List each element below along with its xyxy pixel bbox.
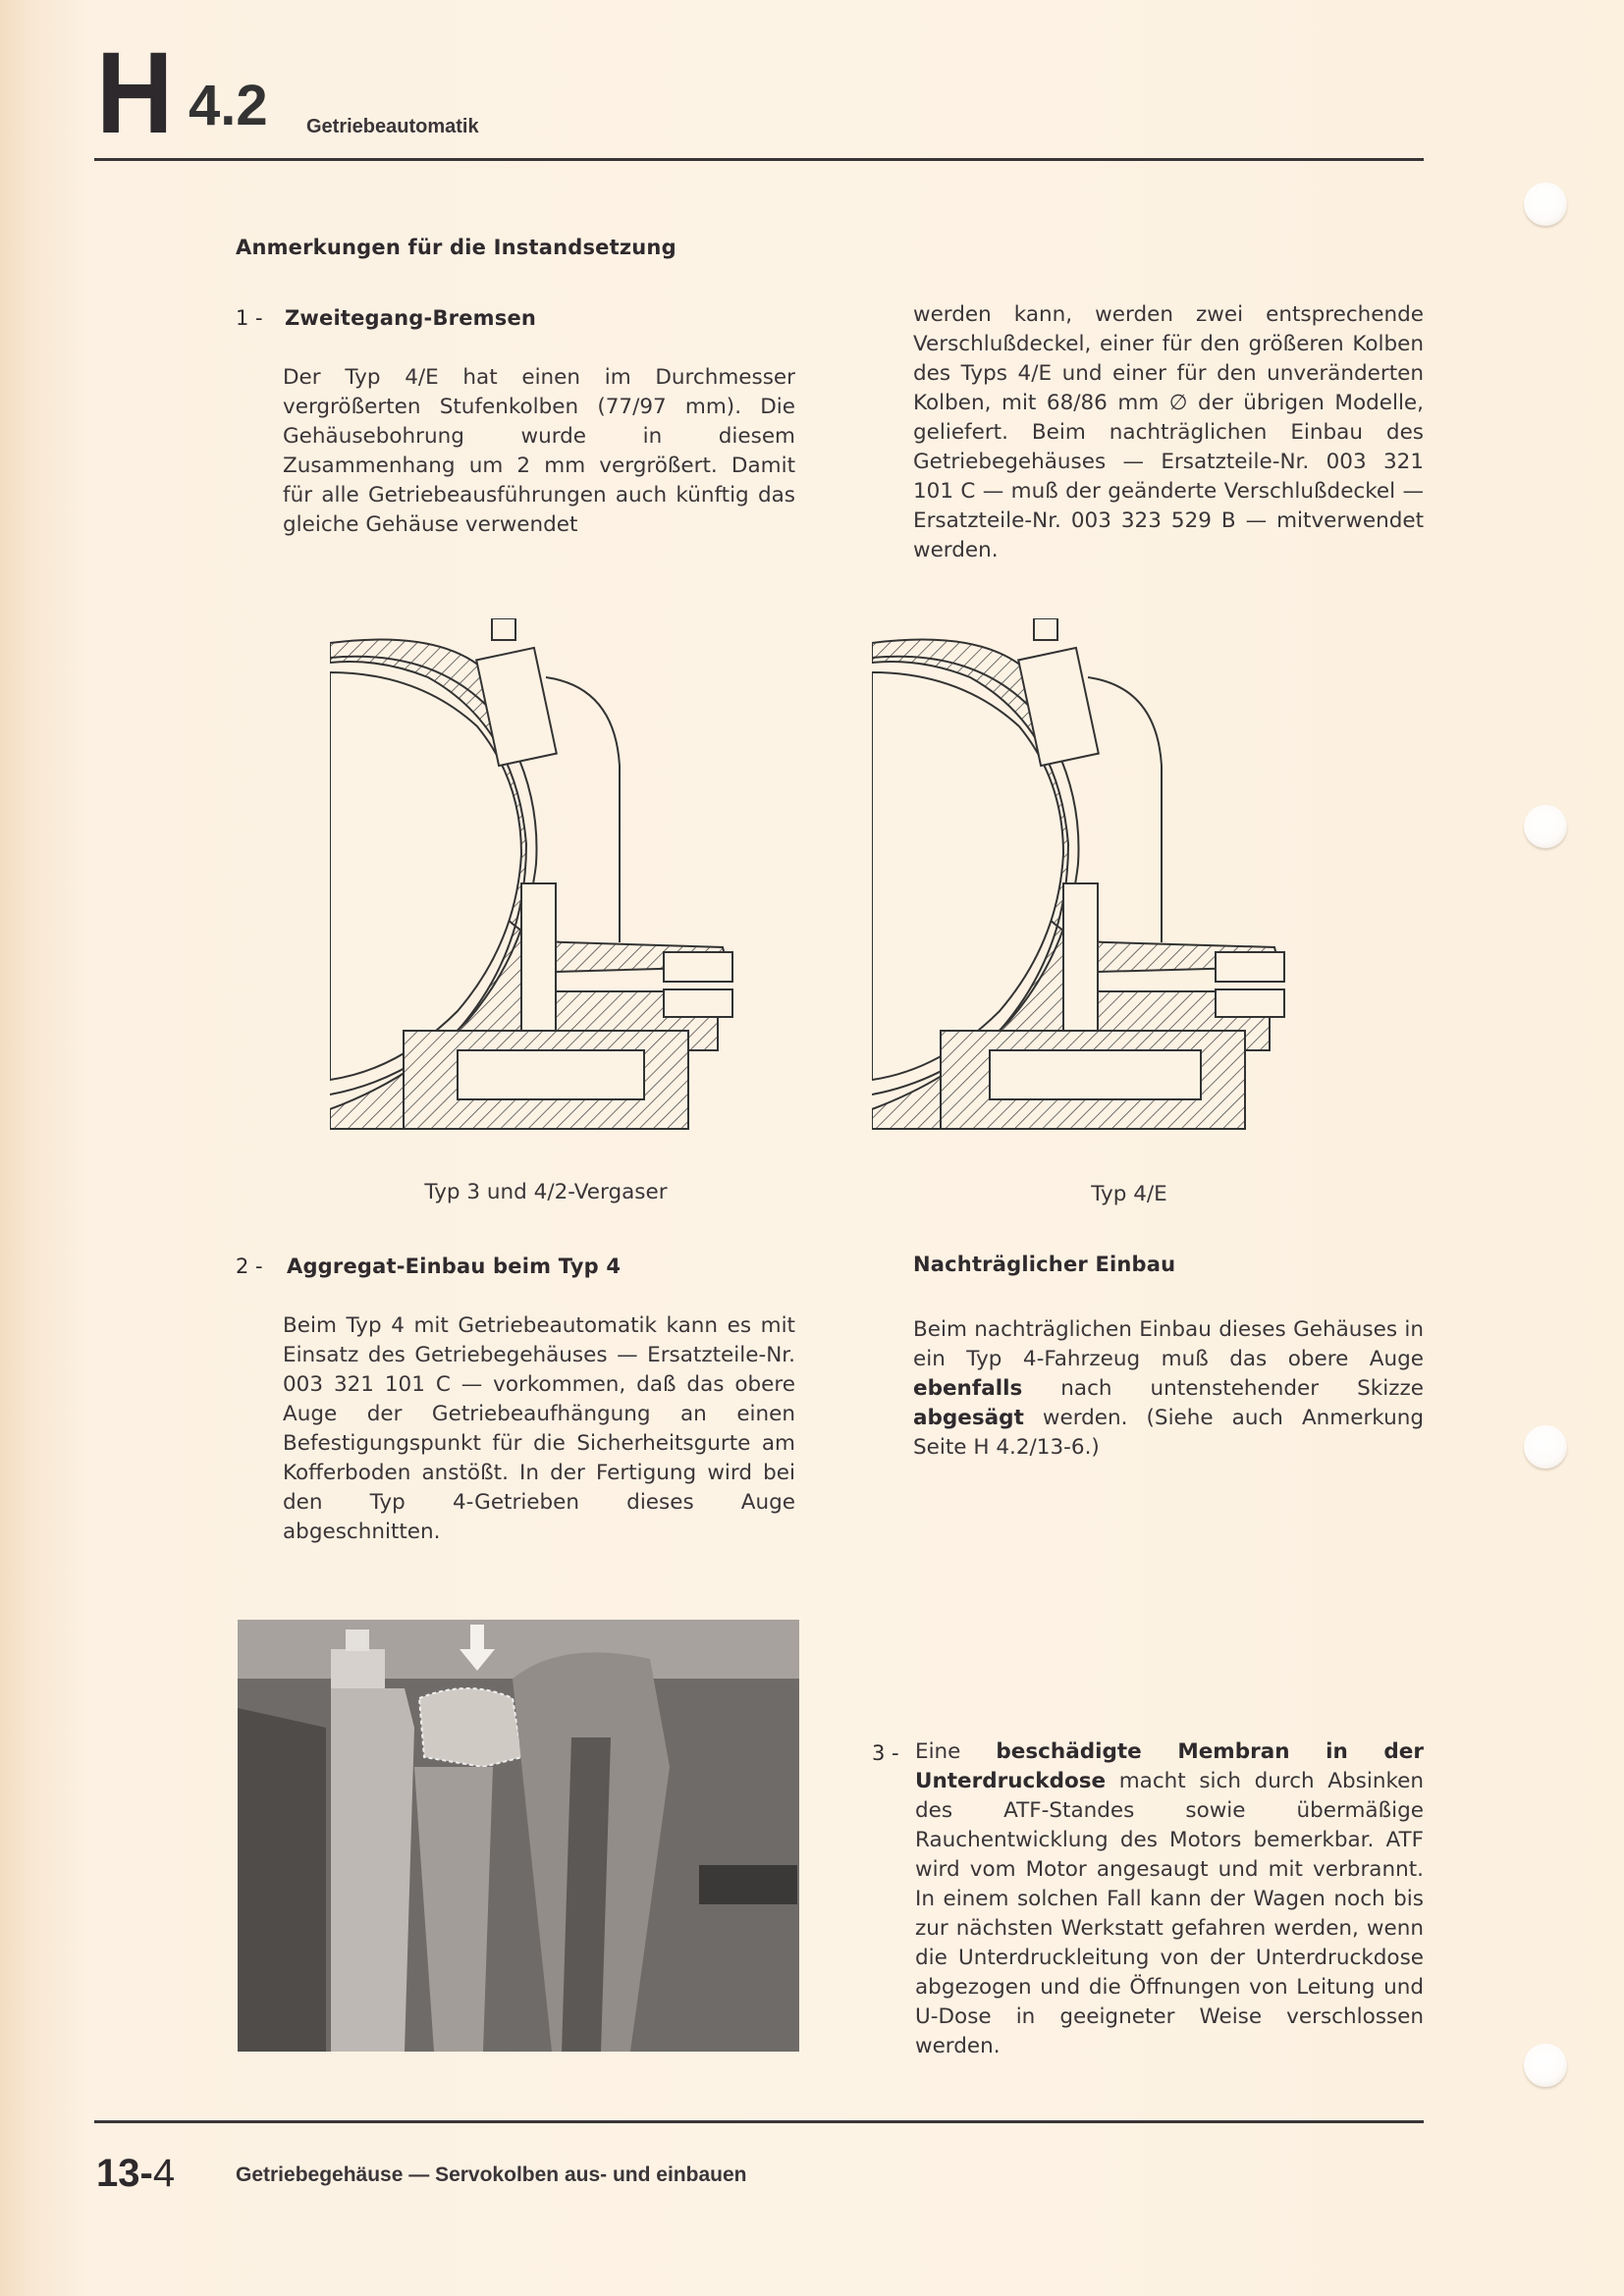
punch-hole xyxy=(1524,2044,1567,2087)
servo-piston-cavity xyxy=(458,1050,644,1099)
header-subtitle: Getriebeautomatik xyxy=(306,116,479,137)
photo-gearbox-mount-eye xyxy=(238,1620,799,2052)
item-3-text-part: macht sich durch Absinken des ATF-Standes sowie übermäßige Rauchentwicklung des Motors bemerkbar. ATF wird vom Motor angesaugt und mit verbrannt. In einem solchen Fall kann der Wagen noch bis zur nächsten Werkstatt gefahren werden, wenn die Unterdruckleitung von der Unterdruckdose abgezogen und die Öffnungen von Leitung und U-Dose in geeigneter Weise verschlossen werden. xyxy=(915,1769,1424,2058)
piston-rod xyxy=(521,883,556,1031)
retrofit-emphasis: abgesägt xyxy=(913,1406,1024,1430)
retrofit-text xyxy=(913,1315,1424,1463)
item-2-number: 2 - xyxy=(236,1255,263,1278)
bolt-upper xyxy=(664,952,732,982)
figure-cross-section-typ4e xyxy=(872,618,1324,1168)
header-rule xyxy=(94,158,1424,161)
page-number-major: 13 xyxy=(96,2152,140,2195)
item-1-title: Zweitegang-Bremsen xyxy=(285,306,537,330)
bolt-nut xyxy=(331,1649,385,1688)
page-number-separator: - xyxy=(139,2152,153,2195)
retrofit-text-part: Beim nachträglichen Einbau dieses Gehäuses in ein Typ 4-Fahrzeug muß das obere Auge xyxy=(913,1317,1424,1371)
bolt-upper xyxy=(1216,952,1284,982)
hose-fitting xyxy=(699,1865,797,1904)
figure-left-caption: Typ 3 und 4/2-Vergaser xyxy=(424,1180,668,1204)
footer-title: Getriebegehäuse — Servokolben aus- und einbauen xyxy=(236,2163,747,2186)
item-3-number: 3 - xyxy=(872,1741,899,1765)
item-3-text-part: Eine xyxy=(915,1739,997,1764)
item-1-text-right: werden kann, werden zwei entsprechende Verschlußdeckel, einer für den größeren Kolben des Typs 4/E und einer für den unveränderten Kolben, mit 68/86 mm ∅ der übrigen Modelle, geliefert. Beim nachträglichen Einbau des Getriebegehäuses — Ersatzteile-Nr. 003 321 101 C — muß der geänderte Verschlußdeckel — Ersatzteile-Nr. 003 323 529 B — mitverwendet werden. xyxy=(913,302,1424,562)
page-number-minor: 4 xyxy=(152,2152,176,2195)
figure-cross-section-typ3 xyxy=(330,618,762,1168)
page-number xyxy=(96,2152,175,2196)
piston-rod xyxy=(1063,883,1098,1031)
outer-contour xyxy=(546,677,620,942)
outer-contour xyxy=(1088,677,1162,942)
figure-right-caption: Typ 4/E xyxy=(1091,1182,1167,1206)
item-2-text: Beim Typ 4 mit Getriebeautomatik kann es mit Einsatz des Getriebegehäuses — Ersatzteile-Nr. 003 321 101 C — vorkommen, daß das obere Auge der Getriebeaufhängung an einen Befestigungspunkt für die Sicherheitsgurte am Kofferboden anstößt. In der Fertigung wird bei den Typ 4-Getrieben dieses Auge abgeschnitten. xyxy=(283,1313,795,1544)
bolt-lower xyxy=(664,989,732,1017)
footer-rule xyxy=(94,2120,1424,2123)
retrofit-title: Nachträglicher Einbau xyxy=(913,1253,1176,1276)
bolt-lower xyxy=(1216,989,1284,1017)
bolt-boss xyxy=(331,1688,414,2052)
item-1-number: 1 - xyxy=(236,306,263,330)
servo-piston-cavity xyxy=(990,1050,1201,1099)
retrofit-text-part: werden. (Siehe auch Anmerkung Seite H 4.2/13-6.) xyxy=(913,1406,1424,1460)
retrofit-text-part: nach untenstehender Skizze xyxy=(1022,1376,1424,1401)
mount-eye xyxy=(419,1688,522,1767)
item-2-title: Aggregat-Einbau beim Typ 4 xyxy=(287,1255,622,1278)
retrofit-emphasis: ebenfalls xyxy=(913,1376,1023,1401)
header-letter: H xyxy=(96,28,174,158)
photo-illustration xyxy=(238,1620,799,2052)
screw-head xyxy=(492,618,515,640)
item-3-emphasis: beschädigte Membran in der Unterdruckdose xyxy=(915,1739,1424,1793)
bolt-stud xyxy=(346,1629,369,1651)
punch-hole xyxy=(1524,183,1567,226)
header-number: 4.2 xyxy=(189,74,268,137)
item-3-text xyxy=(915,1737,1424,2061)
item-1-text-left: Der Typ 4/E hat einen im Durchmesser vergrößerten Stufenkolben (77/97 mm). Die Gehäusebohrung wurde in diesem Zusammenhang um 2 mm vergrößert. Damit für alle Getriebeausführungen auch künftig das gleiche Gehäuse verwendet xyxy=(283,365,795,537)
section-title: Anmerkungen für die Instandsetzung xyxy=(236,236,677,259)
punch-hole xyxy=(1524,1425,1567,1468)
screw-head xyxy=(1034,618,1057,640)
punch-hole xyxy=(1524,805,1567,848)
